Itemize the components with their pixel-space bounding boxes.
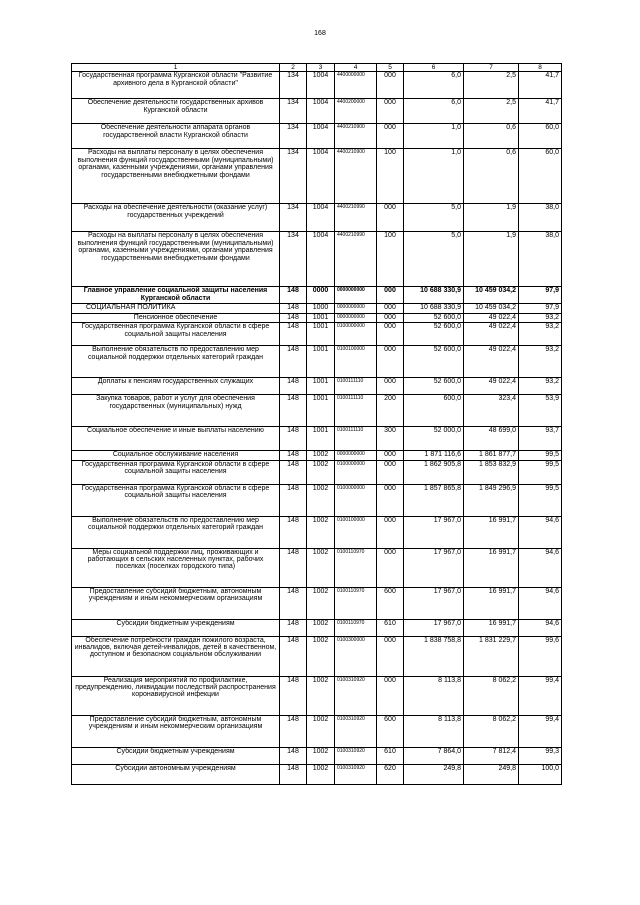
table-row [72, 747, 562, 764]
cell-percent: 53,9 [519, 395, 562, 427]
cell-planned: 8 113,8 [404, 715, 464, 747]
cell-name: Выполнение обязательств по предоставлению мер социальной поддержки отдельных категорий граждан [72, 516, 280, 548]
table-row [72, 204, 562, 232]
cell-percent: 99,4 [519, 715, 562, 747]
cell-target-code: 0000000000 [335, 304, 377, 313]
cell-admin-code: 148 [280, 747, 307, 764]
cell-planned: 1 871 116,6 [404, 451, 464, 460]
cell-percent: 60,0 [519, 149, 562, 204]
cell-target-code: 0000000000 [335, 287, 377, 304]
table-row [72, 304, 562, 313]
cell-target-code: 4400000000 [335, 72, 377, 99]
cell-expense-type: 000 [377, 346, 404, 378]
cell-expense-type: 610 [377, 747, 404, 764]
cell-section-code: 1004 [307, 124, 335, 149]
table-row [72, 323, 562, 346]
cell-planned: 10 688 330,9 [404, 304, 464, 313]
cell-target-code: 0100000000 [335, 460, 377, 484]
cell-percent: 99,6 [519, 636, 562, 676]
cell-section-code: 1004 [307, 72, 335, 99]
table-header-row [72, 64, 562, 72]
cell-percent: 97,9 [519, 287, 562, 304]
cell-name: Субсидии бюджетным учреждениям [72, 619, 280, 636]
cell-planned: 52 600,0 [404, 378, 464, 395]
cell-executed: 16 991,7 [464, 587, 519, 619]
table-row [72, 548, 562, 587]
table-row [72, 427, 562, 451]
cell-admin-code: 148 [280, 451, 307, 460]
cell-planned: 249,8 [404, 764, 464, 784]
cell-planned: 17 967,0 [404, 587, 464, 619]
cell-admin-code: 134 [280, 72, 307, 99]
cell-admin-code: 148 [280, 304, 307, 313]
cell-target-code: 0100110970 [335, 587, 377, 619]
cell-executed: 48 699,0 [464, 427, 519, 451]
cell-percent: 38,0 [519, 204, 562, 232]
cell-target-code: 4400210900 [335, 124, 377, 149]
cell-percent: 93,2 [519, 323, 562, 346]
cell-executed: 1,9 [464, 232, 519, 287]
cell-percent: 100,0 [519, 764, 562, 784]
column-header: 7 [464, 64, 519, 72]
cell-planned: 600,0 [404, 395, 464, 427]
table-row [72, 346, 562, 378]
cell-expense-type: 000 [377, 676, 404, 715]
cell-section-code: 1001 [307, 323, 335, 346]
cell-section-code: 1001 [307, 395, 335, 427]
cell-expense-type: 620 [377, 764, 404, 784]
cell-expense-type: 000 [377, 323, 404, 346]
cell-target-code: 0100310920 [335, 715, 377, 747]
cell-admin-code: 148 [280, 346, 307, 378]
cell-name: Предоставление субсидий бюджетным, автономным учреждениям и иным некоммерческим организациям [72, 587, 280, 619]
cell-target-code: 0100000000 [335, 484, 377, 516]
cell-admin-code: 134 [280, 232, 307, 287]
cell-section-code: 1001 [307, 346, 335, 378]
cell-executed: 49 022,4 [464, 313, 519, 322]
cell-target-code: 0100310920 [335, 764, 377, 784]
cell-name: Расходы на выплаты персоналу в целях обеспечения выполнения функций государственными (муниципальными) органами, казенными учреждениями, органами управления государственными внебюджетными фондами [72, 149, 280, 204]
cell-admin-code: 148 [280, 323, 307, 346]
cell-expense-type: 000 [377, 460, 404, 484]
cell-executed: 49 022,4 [464, 346, 519, 378]
cell-name: Главное управление социальной защиты населения Курганской области [72, 287, 280, 304]
cell-section-code: 1002 [307, 715, 335, 747]
cell-admin-code: 148 [280, 484, 307, 516]
cell-section-code: 1001 [307, 427, 335, 451]
cell-planned: 52 600,0 [404, 313, 464, 322]
table-row [72, 460, 562, 484]
cell-executed: 2,5 [464, 72, 519, 99]
cell-name: Пенсионное обеспечение [72, 313, 280, 322]
cell-name: Расходы на выплаты персоналу в целях обеспечения выполнения функций государственными (муниципальными) органами, казенными учреждениями, органами управления государственными внебюджетными фондами [72, 232, 280, 287]
cell-percent: 41,7 [519, 72, 562, 99]
cell-section-code: 1002 [307, 764, 335, 784]
cell-name: Реализация мероприятий по профилактике, предупреждению, ликвидации последствий распространения коронавирусной инфекции [72, 676, 280, 715]
cell-executed: 7 812,4 [464, 747, 519, 764]
cell-name: Государственная программа Курганской области "Развитие архивного дела в Курганской области" [72, 72, 280, 99]
cell-executed: 323,4 [464, 395, 519, 427]
cell-admin-code: 148 [280, 764, 307, 784]
cell-name: Доплаты к пенсиям государственных служащих [72, 378, 280, 395]
cell-percent: 93,2 [519, 346, 562, 378]
cell-planned: 7 864,0 [404, 747, 464, 764]
cell-planned: 17 967,0 [404, 516, 464, 548]
cell-percent: 99,4 [519, 676, 562, 715]
cell-name: Закупка товаров, работ и услуг для обеспечения государственных (муниципальных) нужд [72, 395, 280, 427]
table-row [72, 124, 562, 149]
cell-admin-code: 148 [280, 636, 307, 676]
cell-percent: 94,6 [519, 587, 562, 619]
cell-planned: 6,0 [404, 99, 464, 124]
cell-expense-type: 600 [377, 715, 404, 747]
cell-executed: 10 459 034,2 [464, 304, 519, 313]
cell-executed: 49 022,4 [464, 378, 519, 395]
cell-section-code: 1001 [307, 313, 335, 322]
cell-target-code: 0100111110 [335, 427, 377, 451]
column-header: 6 [404, 64, 464, 72]
cell-name: Субсидии автономным учреждениям [72, 764, 280, 784]
cell-target-code: 0100100000 [335, 516, 377, 548]
cell-target-code: 0100000000 [335, 323, 377, 346]
cell-executed: 8 062,2 [464, 715, 519, 747]
cell-target-code: 4400200000 [335, 99, 377, 124]
cell-name: Предоставление субсидий бюджетным, автономным учреждениям и иным некоммерческим организациям [72, 715, 280, 747]
cell-admin-code: 148 [280, 287, 307, 304]
cell-expense-type: 300 [377, 427, 404, 451]
cell-target-code: 0100310920 [335, 747, 377, 764]
cell-planned: 5,0 [404, 204, 464, 232]
cell-percent: 99,3 [519, 747, 562, 764]
cell-expense-type: 000 [377, 451, 404, 460]
table-row [72, 72, 562, 99]
cell-expense-type: 000 [377, 378, 404, 395]
cell-admin-code: 148 [280, 395, 307, 427]
table-row [72, 287, 562, 304]
cell-planned: 52 000,0 [404, 427, 464, 451]
cell-name: Государственная программа Курганской области в сфере социальной защиты населения [72, 460, 280, 484]
cell-section-code: 1002 [307, 587, 335, 619]
cell-executed: 1 831 229,7 [464, 636, 519, 676]
cell-planned: 10 688 330,9 [404, 287, 464, 304]
cell-name: Обеспечение деятельности государственных архивов Курганской области [72, 99, 280, 124]
table-row [72, 636, 562, 676]
cell-expense-type: 000 [377, 124, 404, 149]
cell-percent: 93,2 [519, 378, 562, 395]
cell-executed: 10 459 034,2 [464, 287, 519, 304]
cell-expense-type: 000 [377, 516, 404, 548]
cell-percent: 94,6 [519, 619, 562, 636]
cell-section-code: 1004 [307, 204, 335, 232]
cell-planned: 5,0 [404, 232, 464, 287]
cell-percent: 97,9 [519, 304, 562, 313]
cell-admin-code: 148 [280, 427, 307, 451]
cell-target-code: 0100110970 [335, 548, 377, 587]
cell-expense-type: 000 [377, 548, 404, 587]
cell-section-code: 1001 [307, 378, 335, 395]
cell-name: Расходы на обеспечение деятельности (оказание услуг) государственных учреждений [72, 204, 280, 232]
cell-expense-type: 600 [377, 587, 404, 619]
column-header: 1 [72, 64, 280, 72]
cell-percent: 94,6 [519, 516, 562, 548]
cell-section-code: 1002 [307, 516, 335, 548]
cell-expense-type: 100 [377, 232, 404, 287]
cell-section-code: 1004 [307, 149, 335, 204]
cell-planned: 1 862 905,8 [404, 460, 464, 484]
cell-target-code: 4400210990 [335, 204, 377, 232]
cell-section-code: 1002 [307, 460, 335, 484]
cell-planned: 52 600,0 [404, 323, 464, 346]
cell-section-code: 1004 [307, 232, 335, 287]
cell-target-code: 0100110970 [335, 619, 377, 636]
cell-executed: 2,5 [464, 99, 519, 124]
cell-target-code: 0000000000 [335, 451, 377, 460]
cell-section-code: 1002 [307, 747, 335, 764]
cell-admin-code: 148 [280, 548, 307, 587]
cell-target-code: 4400210900 [335, 149, 377, 204]
cell-target-code: 4400210990 [335, 232, 377, 287]
cell-planned: 1 838 758,8 [404, 636, 464, 676]
column-header: 3 [307, 64, 335, 72]
cell-admin-code: 134 [280, 99, 307, 124]
cell-planned: 1 857 865,8 [404, 484, 464, 516]
cell-admin-code: 148 [280, 619, 307, 636]
cell-expense-type: 000 [377, 72, 404, 99]
cell-planned: 1,0 [404, 124, 464, 149]
cell-expense-type: 000 [377, 484, 404, 516]
cell-name: Социальное обеспечение и иные выплаты населению [72, 427, 280, 451]
cell-name: Государственная программа Курганской области в сфере социальной защиты населения [72, 323, 280, 346]
cell-section-code: 1002 [307, 619, 335, 636]
table-row [72, 484, 562, 516]
cell-planned: 1,0 [404, 149, 464, 204]
cell-admin-code: 148 [280, 313, 307, 322]
table-row [72, 313, 562, 322]
cell-name: Выполнение обязательств по предоставлению мер социальной поддержки отдельных категорий граждан [72, 346, 280, 378]
column-header: 5 [377, 64, 404, 72]
cell-planned: 6,0 [404, 72, 464, 99]
column-header: 2 [280, 64, 307, 72]
cell-planned: 17 967,0 [404, 619, 464, 636]
table-row [72, 395, 562, 427]
cell-admin-code: 148 [280, 378, 307, 395]
table-row [72, 587, 562, 619]
cell-expense-type: 000 [377, 313, 404, 322]
cell-executed: 0,6 [464, 149, 519, 204]
cell-admin-code: 134 [280, 204, 307, 232]
table-row [72, 516, 562, 548]
cell-percent: 93,2 [519, 313, 562, 322]
cell-executed: 1 853 832,9 [464, 460, 519, 484]
cell-percent: 99,5 [519, 451, 562, 460]
cell-section-code: 1002 [307, 548, 335, 587]
page-number: 168 [314, 30, 326, 37]
cell-admin-code: 148 [280, 587, 307, 619]
cell-expense-type: 000 [377, 204, 404, 232]
table-row [72, 378, 562, 395]
cell-percent: 93,7 [519, 427, 562, 451]
cell-expense-type: 200 [377, 395, 404, 427]
table-row [72, 232, 562, 287]
cell-admin-code: 148 [280, 715, 307, 747]
cell-expense-type: 000 [377, 304, 404, 313]
cell-admin-code: 134 [280, 124, 307, 149]
cell-name: Субсидии бюджетным учреждениям [72, 747, 280, 764]
table-row [72, 619, 562, 636]
cell-admin-code: 148 [280, 516, 307, 548]
cell-executed: 1,9 [464, 204, 519, 232]
budget-table [71, 63, 562, 785]
cell-expense-type: 000 [377, 287, 404, 304]
cell-expense-type: 000 [377, 99, 404, 124]
cell-executed: 0,6 [464, 124, 519, 149]
cell-section-code: 1002 [307, 636, 335, 676]
cell-target-code: 0100111110 [335, 395, 377, 427]
cell-name: СОЦИАЛЬНАЯ ПОЛИТИКА [72, 304, 280, 313]
column-header: 4 [335, 64, 377, 72]
cell-section-code: 1000 [307, 304, 335, 313]
cell-expense-type: 610 [377, 619, 404, 636]
table-row [72, 676, 562, 715]
cell-executed: 49 022,4 [464, 323, 519, 346]
cell-target-code: 0100111110 [335, 378, 377, 395]
cell-name: Обеспечение деятельности аппарата органов государственной власти Курганской области [72, 124, 280, 149]
table-row [72, 149, 562, 204]
cell-planned: 52 600,0 [404, 346, 464, 378]
table-row [72, 451, 562, 460]
cell-executed: 8 062,2 [464, 676, 519, 715]
cell-executed: 1 861 877,7 [464, 451, 519, 460]
cell-executed: 1 849 296,9 [464, 484, 519, 516]
cell-planned: 17 967,0 [404, 548, 464, 587]
table-row [72, 764, 562, 784]
cell-admin-code: 148 [280, 460, 307, 484]
cell-percent: 60,0 [519, 124, 562, 149]
cell-percent: 99,5 [519, 460, 562, 484]
cell-target-code: 0100310920 [335, 676, 377, 715]
cell-target-code: 0100100000 [335, 346, 377, 378]
table-row [72, 99, 562, 124]
cell-executed: 16 991,7 [464, 516, 519, 548]
cell-section-code: 0000 [307, 287, 335, 304]
cell-percent: 99,5 [519, 484, 562, 516]
cell-admin-code: 148 [280, 676, 307, 715]
cell-percent: 38,0 [519, 232, 562, 287]
cell-target-code: 0000000000 [335, 313, 377, 322]
cell-executed: 16 991,7 [464, 548, 519, 587]
cell-name: Меры социальной поддержки лиц, проживающих и работающих в сельских населенных пунктах, рабочих поселках (поселках городского типа) [72, 548, 280, 587]
cell-target-code: 0100300000 [335, 636, 377, 676]
column-header: 8 [519, 64, 562, 72]
cell-section-code: 1004 [307, 99, 335, 124]
cell-executed: 249,8 [464, 764, 519, 784]
cell-name: Государственная программа Курганской области в сфере социальной защиты населения [72, 484, 280, 516]
table-row [72, 715, 562, 747]
cell-percent: 94,6 [519, 548, 562, 587]
cell-name: Обеспечение потребности граждан пожилого возраста, инвалидов, включая детей-инвалидов, детей в качественном, доступном и безопасном социальном обслуживании [72, 636, 280, 676]
cell-expense-type: 100 [377, 149, 404, 204]
cell-section-code: 1002 [307, 484, 335, 516]
cell-section-code: 1002 [307, 451, 335, 460]
cell-executed: 16 991,7 [464, 619, 519, 636]
cell-section-code: 1002 [307, 676, 335, 715]
cell-admin-code: 134 [280, 149, 307, 204]
cell-expense-type: 000 [377, 636, 404, 676]
cell-percent: 41,7 [519, 99, 562, 124]
cell-planned: 8 113,8 [404, 676, 464, 715]
cell-name: Социальное обслуживание населения [72, 451, 280, 460]
